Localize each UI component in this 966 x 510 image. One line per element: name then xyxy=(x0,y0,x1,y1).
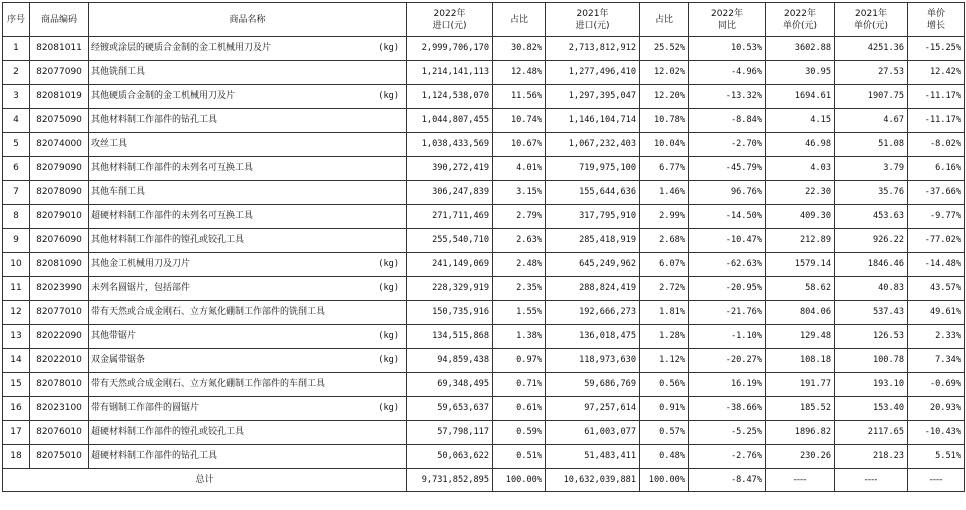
cell-name xyxy=(89,253,407,277)
cell-seq: 16 xyxy=(3,397,30,421)
header-import-2022: 2022年 进口(元) xyxy=(407,3,493,37)
cell-code: 82081011 xyxy=(30,37,89,61)
header-import-2021: 2021年 进口(元) xyxy=(546,3,640,37)
cell-price-growth: -77.02% xyxy=(908,229,965,253)
header-seq: 序号 xyxy=(3,3,30,37)
cell-yoy: 16.19% xyxy=(689,373,766,397)
cell-price-2022: 185.52 xyxy=(766,397,835,421)
cell-seq: 9 xyxy=(3,229,30,253)
table-row xyxy=(3,109,965,133)
cell-price-2022: 409.30 xyxy=(766,205,835,229)
cell-import-2022: 1,038,433,569 xyxy=(407,133,493,157)
total-import-2021: 10,632,039,881 xyxy=(546,469,640,492)
cell-price-2021: 51.08 xyxy=(835,133,908,157)
cell-share-2021: 0.48% xyxy=(640,445,689,469)
cell-code: 82077010 xyxy=(30,301,89,325)
cell-name xyxy=(89,325,407,349)
cell-name xyxy=(89,205,407,229)
table-row xyxy=(3,349,965,373)
cell-name xyxy=(89,181,407,205)
cell-import-2021: 1,146,104,714 xyxy=(546,109,640,133)
cell-import-2022: 271,711,469 xyxy=(407,205,493,229)
header-code: 商品编码 xyxy=(30,3,89,37)
table-row xyxy=(3,397,965,421)
cell-import-2022: 134,515,868 xyxy=(407,325,493,349)
cell-import-2021: 61,003,077 xyxy=(546,421,640,445)
cell-import-2022: 2,999,706,170 xyxy=(407,37,493,61)
cell-share-2021: 10.78% xyxy=(640,109,689,133)
cell-yoy: -13.32% xyxy=(689,85,766,109)
cell-import-2021: 155,644,636 xyxy=(546,181,640,205)
cell-price-growth: 20.93% xyxy=(908,397,965,421)
cell-share-2021: 2.99% xyxy=(640,205,689,229)
cell-share-2021: 1.81% xyxy=(640,301,689,325)
cell-price-growth: 12.42% xyxy=(908,61,965,85)
cell-code: 82023100 xyxy=(30,397,89,421)
cell-name xyxy=(89,373,407,397)
cell-code: 82022090 xyxy=(30,325,89,349)
cell-share-2022: 3.15% xyxy=(493,181,546,205)
cell-import-2021: 645,249,962 xyxy=(546,253,640,277)
cell-import-2022: 1,044,807,455 xyxy=(407,109,493,133)
cell-price-2021: 40.83 xyxy=(835,277,908,301)
table-row xyxy=(3,61,965,85)
cell-name xyxy=(89,277,407,301)
cell-price-2022: 30.95 xyxy=(766,61,835,85)
table-row xyxy=(3,85,965,109)
cell-price-2021: 27.53 xyxy=(835,61,908,85)
cell-code: 82075090 xyxy=(30,109,89,133)
cell-code: 82081090 xyxy=(30,253,89,277)
total-share-2021: 100.00% xyxy=(640,469,689,492)
product-name: 其他铣削工具 xyxy=(91,67,146,77)
header-name: 商品名称 xyxy=(89,3,407,37)
unit-label: (kg) xyxy=(378,403,399,413)
cell-share-2022: 2.35% xyxy=(493,277,546,301)
cell-price-2022: 212.89 xyxy=(766,229,835,253)
cell-seq: 12 xyxy=(3,301,30,325)
cell-name xyxy=(89,349,407,373)
cell-code: 82076010 xyxy=(30,421,89,445)
cell-import-2021: 51,483,411 xyxy=(546,445,640,469)
cell-name xyxy=(89,421,407,445)
cell-price-2022: 3602.88 xyxy=(766,37,835,61)
import-statistics-table xyxy=(2,2,965,492)
cell-price-2021: 2117.65 xyxy=(835,421,908,445)
cell-share-2021: 6.07% xyxy=(640,253,689,277)
cell-import-2022: 150,735,916 xyxy=(407,301,493,325)
cell-import-2022: 1,124,538,070 xyxy=(407,85,493,109)
cell-price-growth: 43.57% xyxy=(908,277,965,301)
cell-import-2021: 288,824,419 xyxy=(546,277,640,301)
cell-price-2021: 3.79 xyxy=(835,157,908,181)
cell-yoy: -38.66% xyxy=(689,397,766,421)
cell-seq: 11 xyxy=(3,277,30,301)
cell-name xyxy=(89,157,407,181)
cell-yoy: -5.25% xyxy=(689,421,766,445)
cell-code: 82079090 xyxy=(30,157,89,181)
cell-import-2021: 59,686,769 xyxy=(546,373,640,397)
total-label: 总计 xyxy=(3,469,407,492)
cell-code: 82075010 xyxy=(30,445,89,469)
cell-import-2022: 390,272,419 xyxy=(407,157,493,181)
cell-code: 82022010 xyxy=(30,349,89,373)
total-price-2022: ---- xyxy=(766,469,835,492)
cell-seq: 4 xyxy=(3,109,30,133)
cell-import-2022: 241,149,069 xyxy=(407,253,493,277)
cell-code: 82078090 xyxy=(30,181,89,205)
cell-yoy: -62.63% xyxy=(689,253,766,277)
cell-price-2021: 126.53 xyxy=(835,325,908,349)
cell-price-2021: 453.63 xyxy=(835,205,908,229)
cell-share-2021: 2.68% xyxy=(640,229,689,253)
cell-price-2022: 46.98 xyxy=(766,133,835,157)
cell-import-2021: 1,067,232,403 xyxy=(546,133,640,157)
cell-import-2021: 192,666,273 xyxy=(546,301,640,325)
unit-label: (kg) xyxy=(378,259,399,269)
cell-price-2022: 129.48 xyxy=(766,325,835,349)
header-price-2022: 2022年 单价(元) xyxy=(766,3,835,37)
product-name: 超硬材料制工作部件的钻孔工具 xyxy=(91,451,218,461)
table-row xyxy=(3,301,965,325)
product-name: 带有天然或合成金刚石、立方氮化硼制工作部件的铣削工具 xyxy=(91,307,326,317)
cell-share-2022: 30.82% xyxy=(493,37,546,61)
cell-name xyxy=(89,85,407,109)
table-row xyxy=(3,277,965,301)
cell-import-2021: 1,277,496,410 xyxy=(546,61,640,85)
cell-price-growth: -11.17% xyxy=(908,109,965,133)
cell-yoy: -20.27% xyxy=(689,349,766,373)
cell-import-2021: 719,975,100 xyxy=(546,157,640,181)
cell-price-2022: 1896.82 xyxy=(766,421,835,445)
total-share-2022: 100.00% xyxy=(493,469,546,492)
cell-yoy: -4.96% xyxy=(689,61,766,85)
product-name: 经镀或涂层的硬质合金制的金工机械用刀及片 xyxy=(91,43,272,53)
product-name: 攻丝工具 xyxy=(91,139,128,149)
cell-price-2022: 804.06 xyxy=(766,301,835,325)
cell-import-2021: 118,973,630 xyxy=(546,349,640,373)
unit-label: (kg) xyxy=(378,355,399,365)
cell-share-2022: 0.61% xyxy=(493,397,546,421)
cell-share-2021: 1.46% xyxy=(640,181,689,205)
total-import-2022: 9,731,852,895 xyxy=(407,469,493,492)
cell-import-2022: 228,329,919 xyxy=(407,277,493,301)
cell-yoy: -21.76% xyxy=(689,301,766,325)
cell-share-2022: 2.63% xyxy=(493,229,546,253)
cell-code: 82023990 xyxy=(30,277,89,301)
cell-yoy: -2.76% xyxy=(689,445,766,469)
cell-price-2021: 4251.36 xyxy=(835,37,908,61)
cell-price-growth: 2.33% xyxy=(908,325,965,349)
total-price-2021: ---- xyxy=(835,469,908,492)
cell-import-2022: 255,540,710 xyxy=(407,229,493,253)
total-price-growth: ---- xyxy=(908,469,965,492)
product-name: 其他车削工具 xyxy=(91,187,146,197)
product-name: 其他材料制工作部件的钻孔工具 xyxy=(91,115,218,125)
cell-import-2021: 317,795,910 xyxy=(546,205,640,229)
cell-code: 82079010 xyxy=(30,205,89,229)
cell-share-2022: 10.67% xyxy=(493,133,546,157)
product-name: 双金属带锯条 xyxy=(91,355,146,365)
cell-name xyxy=(89,445,407,469)
cell-seq: 14 xyxy=(3,349,30,373)
header-price-2021: 2021年 单价(元) xyxy=(835,3,908,37)
table-row xyxy=(3,373,965,397)
cell-seq: 5 xyxy=(3,133,30,157)
cell-price-2022: 191.77 xyxy=(766,373,835,397)
cell-import-2021: 97,257,614 xyxy=(546,397,640,421)
cell-name xyxy=(89,133,407,157)
cell-price-growth: -15.25% xyxy=(908,37,965,61)
cell-seq: 3 xyxy=(3,85,30,109)
product-name: 其他硬质合金制的金工机械用刀及片 xyxy=(91,91,236,101)
product-name: 超硬材料制工作部件的未列名可互换工具 xyxy=(91,211,254,221)
cell-seq: 15 xyxy=(3,373,30,397)
cell-seq: 10 xyxy=(3,253,30,277)
cell-price-2022: 4.15 xyxy=(766,109,835,133)
cell-code: 82081019 xyxy=(30,85,89,109)
cell-share-2021: 0.57% xyxy=(640,421,689,445)
cell-share-2022: 0.97% xyxy=(493,349,546,373)
table-row xyxy=(3,445,965,469)
cell-price-2021: 1846.46 xyxy=(835,253,908,277)
cell-code: 82076090 xyxy=(30,229,89,253)
header-share-2022: 占比 xyxy=(493,3,546,37)
table-row xyxy=(3,325,965,349)
cell-name xyxy=(89,109,407,133)
cell-share-2021: 10.04% xyxy=(640,133,689,157)
cell-yoy: -2.70% xyxy=(689,133,766,157)
cell-name xyxy=(89,397,407,421)
product-name: 其他带锯片 xyxy=(91,331,137,341)
cell-price-2021: 153.40 xyxy=(835,397,908,421)
cell-share-2022: 12.48% xyxy=(493,61,546,85)
product-name: 其他材料制工作部件的未列名可互换工具 xyxy=(91,163,254,173)
cell-price-growth: -14.48% xyxy=(908,253,965,277)
table-row xyxy=(3,37,965,61)
cell-share-2021: 25.52% xyxy=(640,37,689,61)
cell-share-2021: 2.72% xyxy=(640,277,689,301)
header-price-growth: 单价 增长 xyxy=(908,3,965,37)
product-name: 带有天然或合成金刚石、立方氮化硼制工作部件的车削工具 xyxy=(91,379,326,389)
cell-name xyxy=(89,37,407,61)
unit-label: (kg) xyxy=(378,331,399,341)
header-row xyxy=(3,3,965,37)
cell-yoy: -1.10% xyxy=(689,325,766,349)
cell-price-2022: 1579.14 xyxy=(766,253,835,277)
cell-share-2022: 1.55% xyxy=(493,301,546,325)
cell-price-2021: 218.23 xyxy=(835,445,908,469)
cell-seq: 17 xyxy=(3,421,30,445)
cell-price-2022: 230.26 xyxy=(766,445,835,469)
cell-yoy: 96.76% xyxy=(689,181,766,205)
cell-price-2021: 193.10 xyxy=(835,373,908,397)
cell-share-2021: 6.77% xyxy=(640,157,689,181)
cell-code: 82078010 xyxy=(30,373,89,397)
cell-price-2021: 926.22 xyxy=(835,229,908,253)
product-name: 超硬材料制工作部件的镗孔或铰孔工具 xyxy=(91,427,245,437)
cell-price-growth: -0.69% xyxy=(908,373,965,397)
cell-share-2021: 12.02% xyxy=(640,61,689,85)
cell-price-2021: 35.76 xyxy=(835,181,908,205)
header-yoy: 2022年 同比 xyxy=(689,3,766,37)
cell-yoy: -10.47% xyxy=(689,229,766,253)
cell-price-2022: 1694.61 xyxy=(766,85,835,109)
cell-price-2022: 58.62 xyxy=(766,277,835,301)
cell-price-growth: -9.77% xyxy=(908,205,965,229)
cell-price-2021: 4.67 xyxy=(835,109,908,133)
table-row xyxy=(3,157,965,181)
cell-yoy: -20.95% xyxy=(689,277,766,301)
product-name: 未列名圆锯片，包括部件 xyxy=(91,283,191,293)
cell-import-2022: 69,348,495 xyxy=(407,373,493,397)
cell-code: 82077090 xyxy=(30,61,89,85)
product-name: 带有钢制工作部件的圆锯片 xyxy=(91,403,200,413)
table-row xyxy=(3,421,965,445)
cell-price-2022: 108.18 xyxy=(766,349,835,373)
cell-share-2022: 10.74% xyxy=(493,109,546,133)
cell-import-2022: 50,063,622 xyxy=(407,445,493,469)
table-row xyxy=(3,253,965,277)
unit-label: (kg) xyxy=(378,43,399,53)
table-row xyxy=(3,133,965,157)
cell-code: 82074000 xyxy=(30,133,89,157)
cell-share-2021: 1.12% xyxy=(640,349,689,373)
cell-name xyxy=(89,229,407,253)
cell-price-2021: 537.43 xyxy=(835,301,908,325)
cell-share-2022: 0.59% xyxy=(493,421,546,445)
cell-price-2021: 100.78 xyxy=(835,349,908,373)
cell-yoy: -8.84% xyxy=(689,109,766,133)
cell-price-growth: -10.43% xyxy=(908,421,965,445)
cell-import-2022: 59,653,637 xyxy=(407,397,493,421)
cell-seq: 6 xyxy=(3,157,30,181)
cell-share-2021: 1.28% xyxy=(640,325,689,349)
cell-seq: 18 xyxy=(3,445,30,469)
cell-share-2021: 12.20% xyxy=(640,85,689,109)
cell-price-growth: 6.16% xyxy=(908,157,965,181)
cell-share-2021: 0.91% xyxy=(640,397,689,421)
cell-share-2022: 2.79% xyxy=(493,205,546,229)
table-body xyxy=(3,37,965,469)
cell-price-growth: -37.66% xyxy=(908,181,965,205)
cell-yoy: -45.79% xyxy=(689,157,766,181)
header-share-2021: 占比 xyxy=(640,3,689,37)
cell-import-2022: 57,798,117 xyxy=(407,421,493,445)
cell-seq: 7 xyxy=(3,181,30,205)
cell-import-2021: 1,297,395,047 xyxy=(546,85,640,109)
table-row xyxy=(3,229,965,253)
cell-import-2021: 285,418,919 xyxy=(546,229,640,253)
cell-import-2022: 94,859,438 xyxy=(407,349,493,373)
cell-price-growth: 49.61% xyxy=(908,301,965,325)
product-name: 其他材料制工作部件的镗孔或铰孔工具 xyxy=(91,235,245,245)
cell-price-growth: 5.51% xyxy=(908,445,965,469)
cell-seq: 1 xyxy=(3,37,30,61)
cell-share-2022: 0.51% xyxy=(493,445,546,469)
cell-share-2022: 2.48% xyxy=(493,253,546,277)
total-row xyxy=(3,469,965,492)
cell-price-2021: 1907.75 xyxy=(835,85,908,109)
unit-label: (kg) xyxy=(378,91,399,101)
product-name: 其他金工机械用刀及刀片 xyxy=(91,259,191,269)
cell-yoy: 10.53% xyxy=(689,37,766,61)
unit-label: (kg) xyxy=(378,283,399,293)
cell-share-2022: 11.56% xyxy=(493,85,546,109)
cell-seq: 8 xyxy=(3,205,30,229)
cell-seq: 2 xyxy=(3,61,30,85)
cell-price-growth: -11.17% xyxy=(908,85,965,109)
cell-share-2022: 4.01% xyxy=(493,157,546,181)
cell-import-2021: 2,713,812,912 xyxy=(546,37,640,61)
cell-share-2022: 1.38% xyxy=(493,325,546,349)
cell-price-2022: 4.03 xyxy=(766,157,835,181)
cell-share-2021: 0.56% xyxy=(640,373,689,397)
cell-price-growth: -8.02% xyxy=(908,133,965,157)
cell-seq: 13 xyxy=(3,325,30,349)
cell-name xyxy=(89,61,407,85)
cell-name xyxy=(89,301,407,325)
cell-share-2022: 0.71% xyxy=(493,373,546,397)
total-yoy: -8.47% xyxy=(689,469,766,492)
cell-price-growth: 7.34% xyxy=(908,349,965,373)
cell-price-2022: 22.30 xyxy=(766,181,835,205)
table-row xyxy=(3,205,965,229)
cell-yoy: -14.50% xyxy=(689,205,766,229)
cell-import-2021: 136,018,475 xyxy=(546,325,640,349)
cell-import-2022: 306,247,839 xyxy=(407,181,493,205)
table-row xyxy=(3,181,965,205)
cell-import-2022: 1,214,141,113 xyxy=(407,61,493,85)
